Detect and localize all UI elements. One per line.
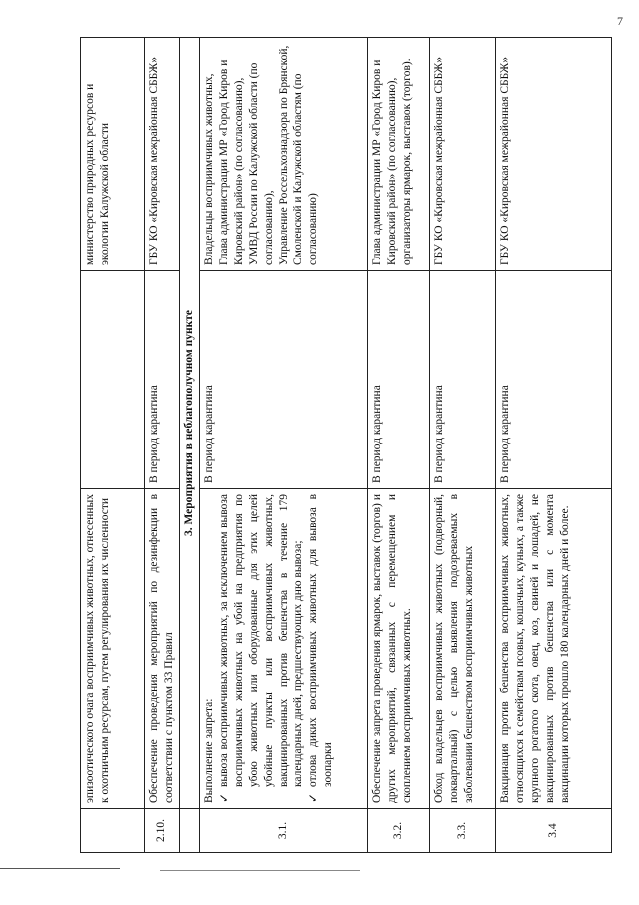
term-cell: В период карантина — [429, 271, 495, 489]
responsible-cell: Глава администрации МР «Город Киров и Кировский район» (по согласованию), организаторы ярмарок, выставок (торгов). — [367, 38, 429, 271]
measure-cell: Обеспечение проведения мероприятий по дезинфекции в соответствии с пунктом 33 Правил — [145, 489, 180, 809]
responsible-cell: ГБУ КО «Кировская межрайонная СББЖ» — [429, 38, 495, 271]
margin-rule — [160, 870, 360, 871]
measure-cell: Обход владельцев восприимчивых животных (подворный, покварталный) с целью выявления подозреваемых в заболевании бешенством восприимчивых животных — [429, 489, 495, 809]
bullet-text: вывоза восприимчивых животных, за исключением вывоза восприимчивых животных на убой на предприятия по убою животных или оборудованные для этих целей убойные пункты или восприимчивых животных, вакцинированных против бешенства в течение 179 календарных дней, предшествующих дню вывоза; — [217, 494, 305, 787]
section-header-row — [179, 38, 199, 853]
table-row — [199, 38, 367, 853]
row-number: 3.4 — [495, 809, 611, 853]
row-number — [81, 809, 145, 853]
measure-cell: Обеспечение запрета проведения ярмарок, выставок (торгов) и других мероприятий, связанных с перемещением и скоплением восприимчивых животных. — [367, 489, 429, 809]
rotated-table — [80, 38, 606, 853]
responsible-line: Управление Россельхознадзора по Брянской, Смоленской и Калужской областям (по согласованию) — [277, 45, 320, 265]
page-number: 7 — [617, 14, 623, 28]
measure-intro: Выполнение запрета: — [202, 698, 215, 803]
term-cell: В период карантина — [199, 271, 367, 489]
row-number: 2.10. — [145, 809, 180, 853]
bullet-list — [217, 494, 337, 803]
section-header: 3. Мероприятия в неблагополучном пункте — [179, 38, 199, 809]
bullet-text: отлова диких восприимчивых животных для вывоза в зоопарки — [307, 494, 335, 787]
responsible-cell — [199, 38, 367, 271]
checkmark-icon: ✓ — [306, 792, 321, 803]
row-number: 3.3. — [429, 809, 495, 853]
table-row — [81, 38, 145, 853]
table-row — [367, 38, 429, 853]
list-item — [306, 494, 336, 803]
responsible-cell: ГБУ КО «Кировская межрайонная СББЖ» — [145, 38, 180, 271]
list-item — [217, 494, 307, 803]
responsible-line: УМВД России по Калужской области (по согласованию), — [247, 62, 275, 265]
measure-cell: эпизоотического очага восприимчивых животных, отнесенных к охотничьим ресурсам, путем регулирования их численности — [81, 489, 145, 809]
responsible-cell: ГБУ КО «Кировская межрайонная СББЖ» — [495, 38, 611, 271]
term-cell: В период карантина — [495, 271, 611, 489]
term-cell: В период карантина — [367, 271, 429, 489]
table-row — [429, 38, 495, 853]
term-cell: В период карантина — [145, 271, 180, 489]
term-cell — [81, 271, 145, 489]
responsible-line: Владельцы восприимчивых животных, — [202, 73, 215, 265]
row-number — [179, 809, 199, 853]
responsible-line: Глава администрации МР «Город Киров и Кировский район» (по согласованию), — [217, 59, 245, 265]
row-number: 3.2. — [367, 809, 429, 853]
measure-cell — [199, 489, 367, 809]
measures-table — [80, 37, 612, 853]
table-row — [145, 38, 180, 853]
measure-cell: Вакцинация против бешенства восприимчивых животных, относящихся к семействам псовых, кошачьих, куньих, а также крупного рогатого скота, овец, коз, свиней и лошадей, не вакцинированных против бешенства или с момента вакцинации которых прошло 180 календарных дней и более. — [495, 489, 611, 809]
table-row — [495, 38, 611, 853]
checkmark-icon: ✓ — [216, 792, 231, 803]
row-number: 3.1. — [199, 809, 367, 853]
responsible-cell: министерство природных ресурсов и экологии Калужской области — [81, 38, 145, 271]
margin-rule — [0, 868, 120, 869]
